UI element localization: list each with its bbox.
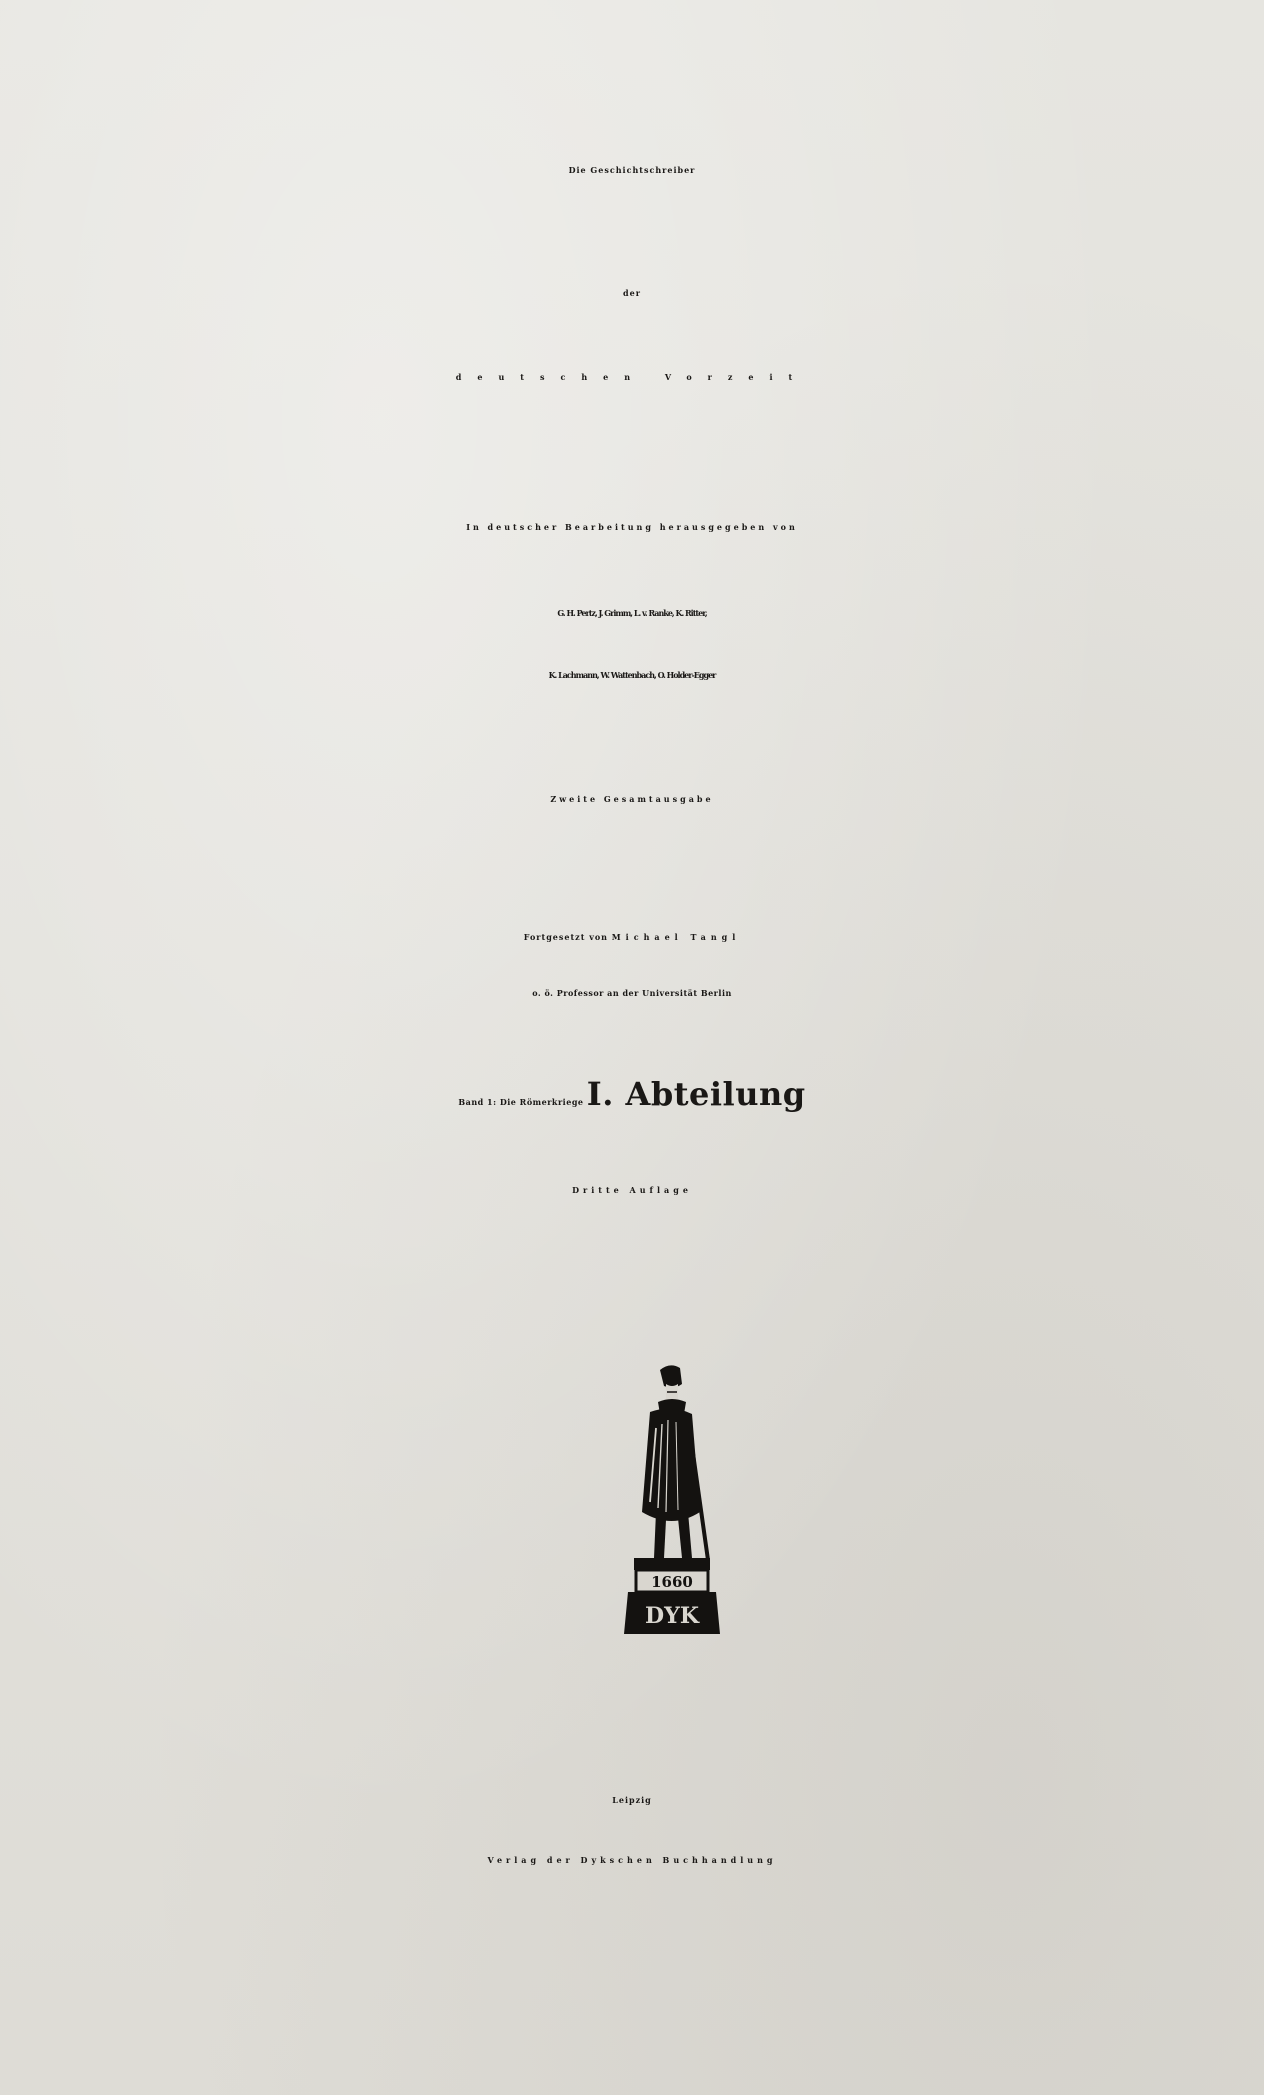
volume-title: Band 1: Die Römerkriege — [458, 1097, 584, 1107]
professor-title: o. ö. Professor an der Universität Berlin — [532, 988, 732, 998]
publication-place: Leipzig — [612, 1795, 652, 1805]
continued-by-name: Michael Tangl — [611, 932, 741, 942]
printer-mark-year: 1660 — [651, 1573, 693, 1591]
editors-line-1: G. H. Pertz, J. Grimm, L. v. Ranke, K. Ritter, — [557, 608, 707, 618]
series-title-main: deutschen Vorzeit — [455, 372, 809, 382]
subtitle: In deutscher Bearbeitung herausgegeben von — [466, 522, 798, 532]
volume-part: I. Abteilung — [586, 1075, 806, 1113]
volume — [0, 1075, 1264, 1113]
continued-by-prefix: Fortgesetzt von — [523, 932, 608, 942]
printer-mark-monogram: DYK — [645, 1603, 699, 1629]
editors-line-2: K. Lachmann, W. Wattenbach, O. Holder-Egger — [548, 670, 716, 680]
printing: Dritte Auflage — [572, 1185, 692, 1195]
series-title-article: der — [623, 288, 641, 298]
edition: Zweite Gesamtausgabe — [550, 794, 714, 804]
printer-mark-icon — [620, 1362, 720, 1634]
series-title-top: Die Geschichtschreiber — [568, 165, 696, 175]
publisher: Verlag der Dykschen Buchhandlung — [487, 1855, 777, 1865]
continued-by — [0, 932, 1264, 942]
